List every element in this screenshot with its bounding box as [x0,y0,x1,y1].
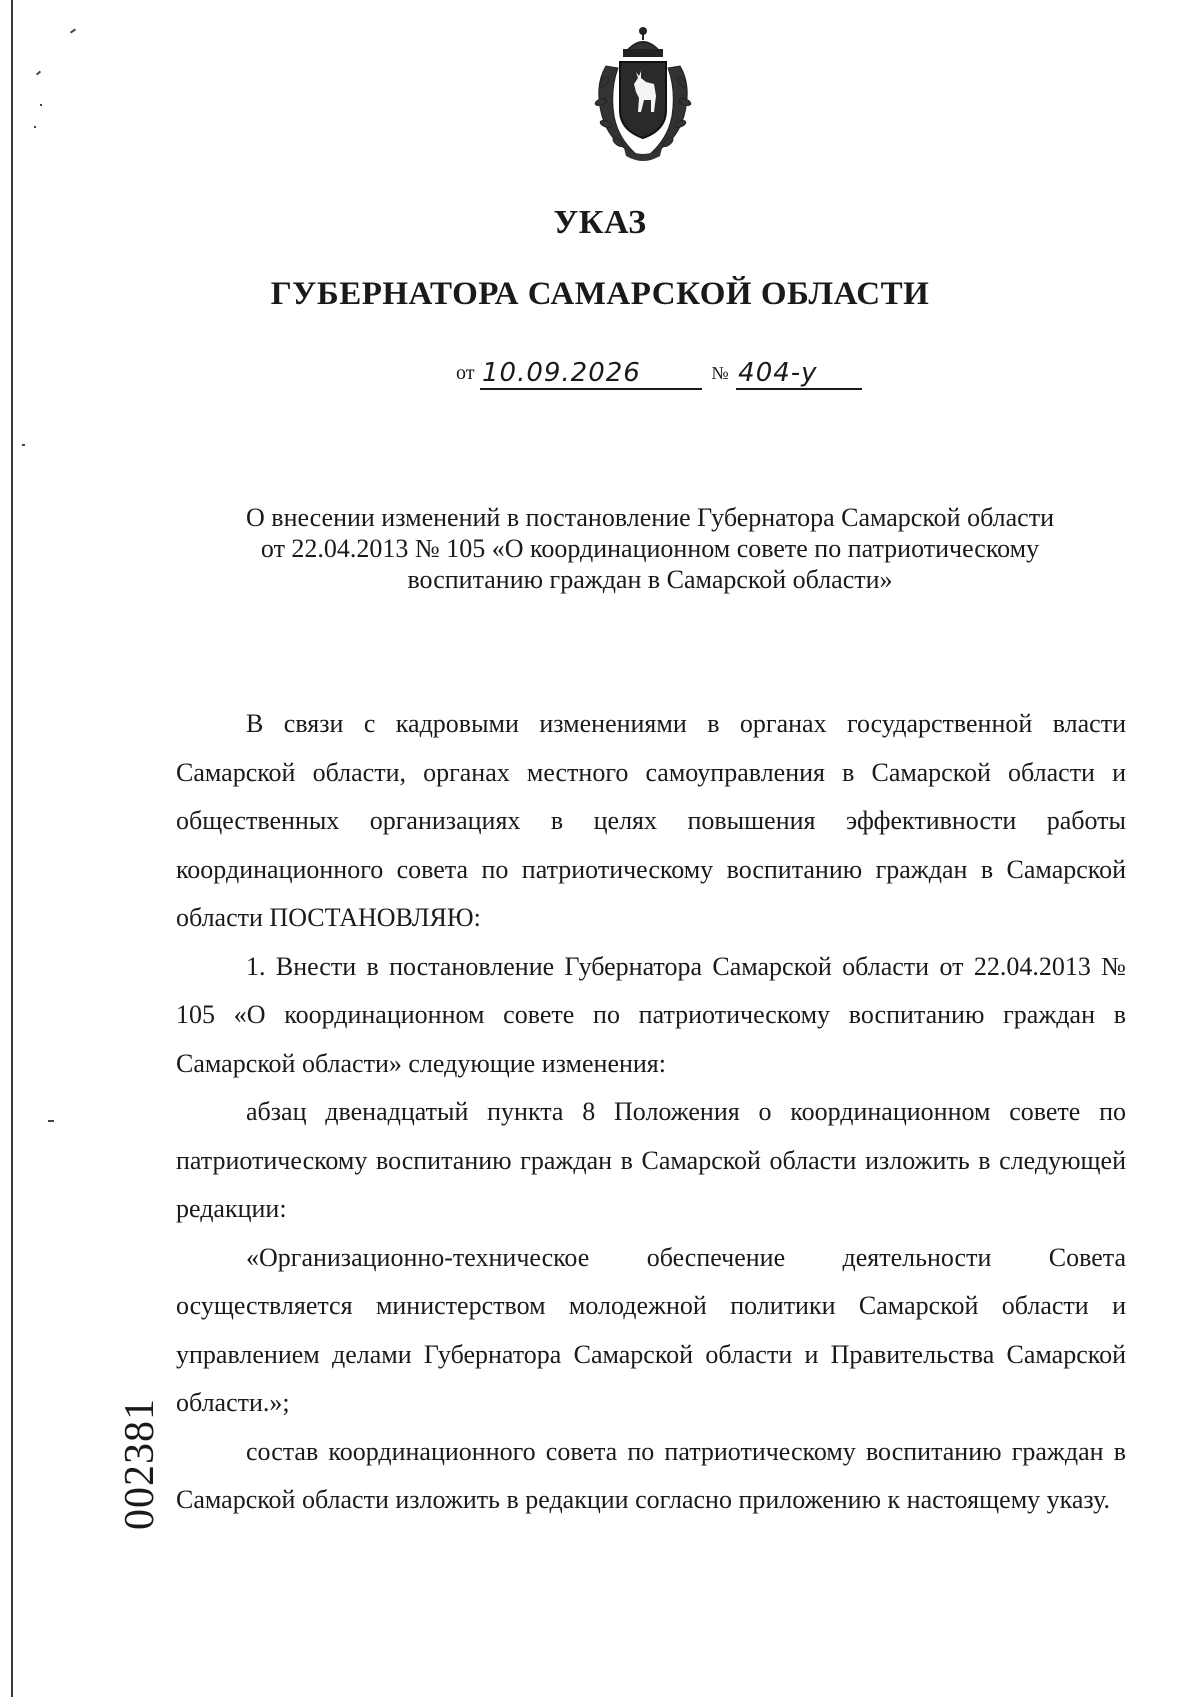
subject-line: воспитанию граждан в Самарской области» [407,565,893,594]
issuer-title: ГУБЕРНАТОРА САМАРСКОЙ ОБЛАСТИ [270,276,930,312]
document-type-title: УКАЗ [553,204,647,241]
document-body [176,700,1126,1525]
scan-speck [40,104,42,106]
scan-speck [22,444,25,446]
subject-line: О внесении изменений в постановление Губернатора Самарской области [246,503,1054,532]
handwritten-number: 404-у [736,358,862,390]
page-edge-line [11,0,13,1697]
document-subject [190,502,1110,595]
scan-speck [36,71,41,76]
scan-speck [48,1120,54,1122]
body-paragraph: состав координационного совета по патриотическому воспитанию граждан в Самарской области изложить в редакции согласно приложению к настоящему указу. [176,1436,1126,1514]
body-paragraph: абзац двенадцатый пункта 8 Положения о координационном совете по патриотическому воспитанию граждан в Самарской области изложить в следующей редакции: [176,1097,1126,1223]
body-paragraph: 1. Внести в постановление Губернатора Самарской области от 22.04.2013 № 105 «О координационном совете по патриотическому воспитанию граждан в Самарской области» следующие изменения: [176,951,1126,1078]
document-serial-number: 002381 [117,1398,163,1530]
scan-speck [34,126,36,128]
coat-of-arms-emblem [588,26,698,166]
date-prefix: от [456,362,475,384]
body-paragraph: В связи с кадровыми изменениями в органах государственной власти Самарской области, органах местного самоуправления в Самарской области и общественных организациях в целях повышения эффективности работы координационного совета по патриотическому воспитанию граждан в Самарской области ПОСТАНОВЛЯЮ: [176,709,1126,932]
date-number-line [456,358,862,390]
handwritten-date: 10.09.2026 [480,358,702,390]
subject-line: от 22.04.2013 № 105 «О координационном совете по патриотическому [260,534,1040,563]
body-paragraph: «Организационно-техническое обеспечение деятельности Совета осуществляется министерством молодежной политики Самарской области и управлением делами Губернатора Самарской области и Правительства Самарской области.»; [176,1242,1126,1417]
number-sign: № [711,363,729,383]
scan-speck [70,28,76,33]
